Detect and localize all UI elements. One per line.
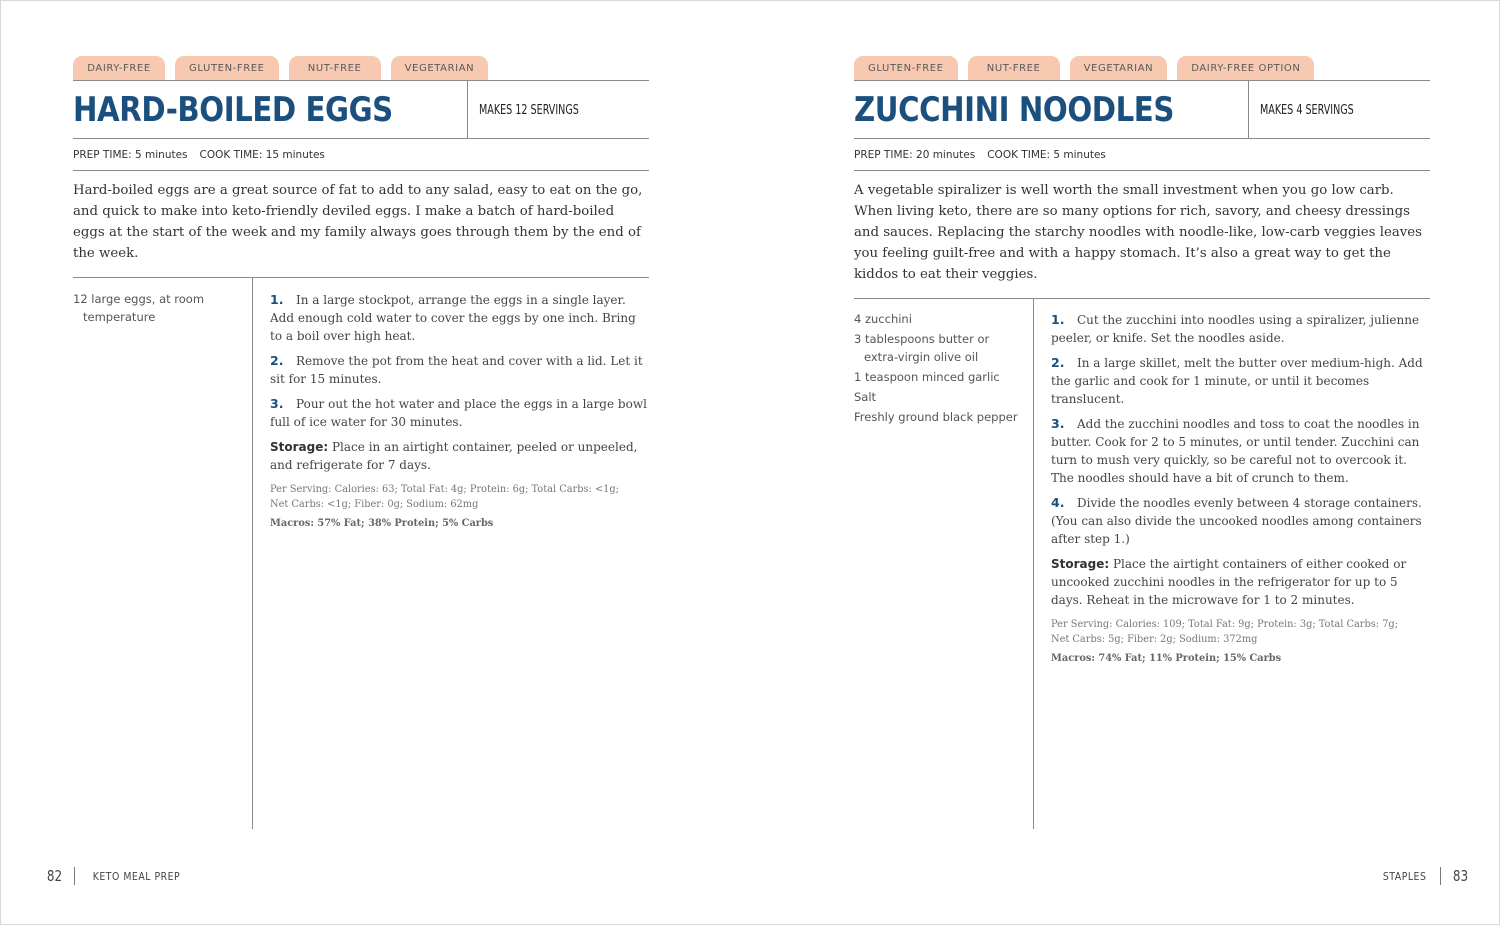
tag-dairy-free-option: DAIRY-FREE OPTION [1177, 56, 1314, 80]
ingredient-item: Salt [854, 389, 877, 404]
ingredient-item: 4 zucchini [854, 312, 912, 326]
footer-divider [1440, 867, 1441, 885]
recipe-intro: Hard-boiled eggs are a great source of fat to add to any salad, easy to eat on the go, and quick to make into keto-friendly deviled eggs. I make a batch of hard-boiled eggs at the start of the week and my family always goes through them by the end of the week. [73, 183, 643, 261]
tag-dairy-free: DAIRY-FREE [73, 56, 165, 80]
macros: Macros: 74% Fat; 11% Protein; 15% Carbs [1051, 653, 1282, 664]
ingredient-item: Freshly ground black pepper [854, 409, 1018, 424]
storage-note: Storage: Place in an airtight container, peeled or unpeeled, and refrigerate for 7 days. [270, 440, 638, 472]
title-row [854, 80, 1430, 139]
time-row [73, 139, 649, 171]
footer-divider [74, 867, 75, 885]
directions [270, 278, 647, 529]
cook-time: COOK TIME: 5 minutes [987, 148, 1106, 161]
tag-gluten-free: GLUTEN-FREE [175, 56, 279, 80]
time-row [854, 139, 1430, 171]
prep-time: PREP TIME: 20 minutes [854, 148, 976, 161]
directions [1051, 299, 1428, 664]
step-3: 3. Pour out the hot water and place the eggs in a large bowl full of ice water for 30 minutes. [270, 396, 647, 429]
running-title: STAPLES [1382, 869, 1427, 883]
storage-note: Storage: Place the airtight containers of either cooked or uncooked zucchini noodles in the refrigerator for up to 5 days. Reheat in the microwave for 1 to 2 minutes. [1051, 557, 1407, 607]
tag-vegetarian: VEGETARIAN [1070, 56, 1168, 80]
step-2: 2. In a large skillet, melt the butter over medium-high. Add the garlic and cook for 1 minute, or until it becomes translucent. [1051, 355, 1423, 406]
recipe-title: HARD-BOILED EGGS [73, 90, 393, 130]
tag-nut-free: NUT-FREE [968, 56, 1060, 80]
page-number: 83 [1453, 867, 1469, 885]
step-4: 4. Divide the noodles evenly between 4 storage containers. (You can also divide the uncooked noodles among containers after step 1.) [1051, 495, 1422, 546]
recipe-intro: A vegetable spiralizer is well worth the small investment when you go low carb. When living keto, there are so many options for rich, savory, and cheesy dressings and sauces. Replacing the starchy noodles with noodle-like, low-carb veggies leaves you feeling guilt-free and with a happy stomach. It’s also a great way to get the kiddos to eat their veggies. [854, 183, 1422, 282]
step-1: 1. Cut the zucchini into noodles using a spiralizer, julienne peeler, or knife. Set the noodles aside. [1051, 312, 1420, 345]
left-footer [45, 865, 188, 887]
tag-gluten-free: GLUTEN-FREE [854, 56, 958, 80]
title-row [73, 80, 649, 139]
page-number: 82 [46, 867, 63, 885]
step-1: 1. In a large stockpot, arrange the eggs in a single layer. Add enough cold water to cover the eggs by one inch. Bring to a boil over high heat. [270, 292, 636, 343]
recipe-body [73, 277, 649, 828]
tag-vegetarian: VEGETARIAN [391, 56, 489, 80]
servings-label: MAKES 12 SERVINGS [479, 102, 579, 118]
servings-label: MAKES 4 SERVINGS [1260, 102, 1354, 118]
right-page [854, 1, 1430, 925]
step-3: 3. Add the zucchini noodles and toss to coat the noodles in butter. Cook for 2 to 5 minutes, or until tender. Zucchini can turn to mush very quickly, so be careful not to overcook it. The noodles should have a bit of crunch to them. [1051, 416, 1420, 485]
ingredient-item: 12 large eggs, at room temperature [73, 292, 205, 324]
servings-box [1248, 81, 1430, 139]
ingredients-list [73, 278, 253, 829]
recipe-body [854, 298, 1430, 828]
servings-box [467, 81, 649, 139]
running-title: KETO MEAL PREP [92, 869, 181, 883]
nutrition-info: Per Serving: Calories: 109; Total Fat: 9g; Protein: 3g; Total Carbs: 7g; Net Carbs: 5g; Fiber: 2g; Sodium: 372mg [1051, 619, 1399, 645]
prep-time: PREP TIME: 5 minutes [73, 148, 188, 161]
tag-nut-free: NUT-FREE [289, 56, 381, 80]
ingredients-list [854, 299, 1034, 829]
step-2: 2. Remove the pot from the heat and cover with a lid. Let it sit for 15 minutes. [270, 353, 643, 386]
left-page [73, 1, 649, 925]
ingredient-item: 1 teaspoon minced garlic [854, 369, 1000, 384]
diet-tags [73, 56, 488, 80]
right-footer [1379, 865, 1470, 887]
cook-time: COOK TIME: 15 minutes [199, 148, 325, 161]
macros: Macros: 57% Fat; 38% Protein; 5% Carbs [270, 518, 494, 529]
nutrition-info: Per Serving: Calories: 63; Total Fat: 4g; Protein: 6g; Total Carbs: <1g; Net Carbs: <1g; Fiber: 0g; Sodium: 62mg [270, 484, 619, 510]
recipe-title: ZUCCHINI NOODLES [854, 90, 1174, 130]
diet-tags [854, 56, 1314, 80]
ingredient-item: 3 tablespoons butter or extra-virgin olive oil [854, 332, 990, 364]
